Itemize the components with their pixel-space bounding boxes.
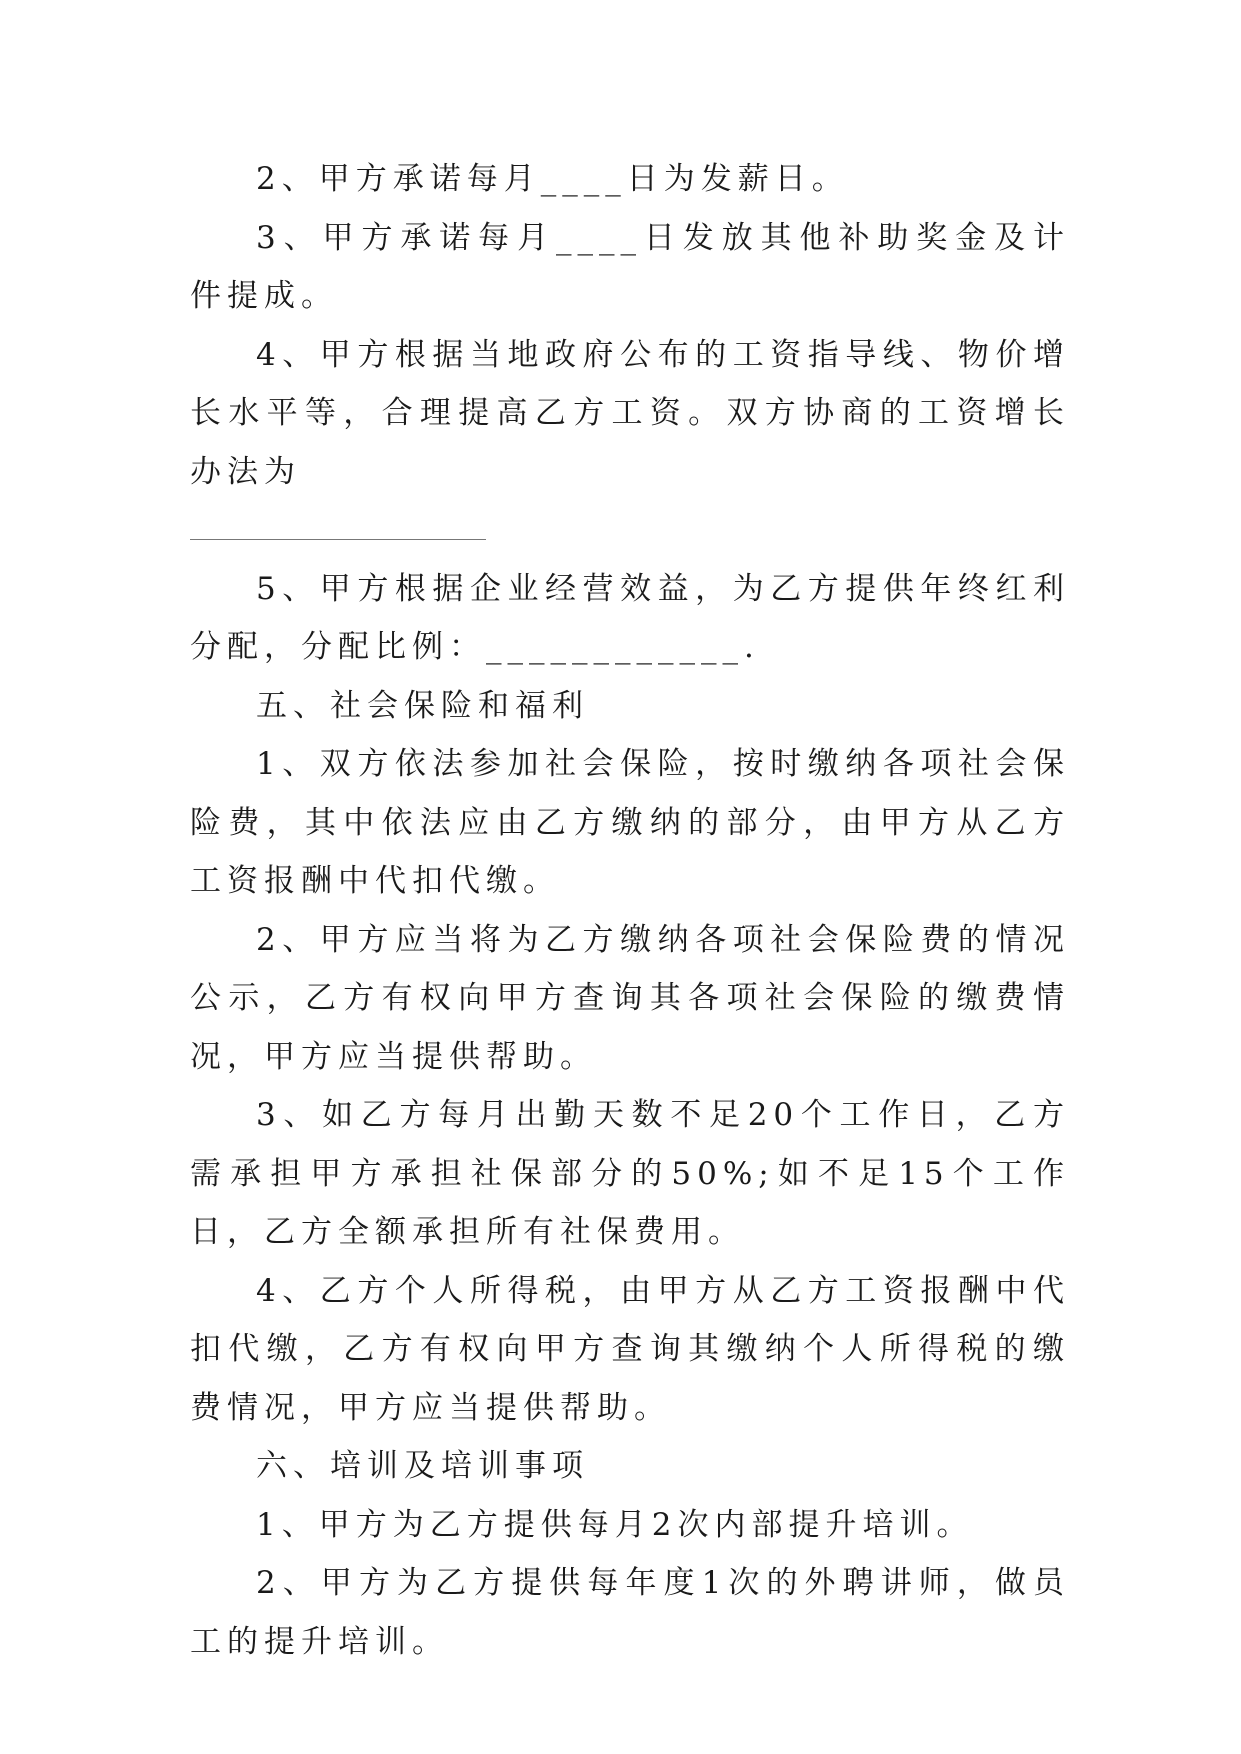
document-page <box>190 150 1070 1671</box>
clause-5-1: 1、双方依法参加社会保险，按时缴纳各项社会保险费，其中依法应由乙方缴纳的部分，由甲方从乙方工资报酬中代扣代缴。 <box>190 746 1070 899</box>
clause-6-2: 2、甲方为乙方提供每年度1次的外聘讲师，做员工的提升培训。 <box>190 1565 1070 1660</box>
section-heading-training: 六、培训及培训事项 <box>256 1448 589 1484</box>
clause-5-2: 2、甲方应当将为乙方缴纳各项社会保险费的情况公示，乙方有权向甲方查询其各项社会保险的缴费情况，甲方应当提供帮助。 <box>190 921 1070 1075</box>
clause-5-3: 3、如乙方每月出勤天数不足20个工作日，乙方需承担甲方承担社保部分的50%;如不足15个工作日，乙方全额承担所有社保费用。 <box>190 1097 1070 1250</box>
section-heading-social-insurance: 五、社会保险和福利 <box>256 687 589 724</box>
clause-4-4: 4、甲方根据当地政府公布的工资指导线、物价增长水平等，合理提高乙方工资。双方协商的工资增长办法为 <box>190 336 1070 490</box>
clause-4-2: 2、甲方承诺每月____日为发薪日。 <box>256 161 849 197</box>
clause-6-1: 1、甲方为乙方提供每月2次内部提升培训。 <box>256 1506 974 1543</box>
fill-in-blank-line <box>190 501 1070 560</box>
clause-5-4: 4、乙方个人所得税，由甲方从乙方工资报酬中代扣代缴，乙方有权向甲方查询其缴纳个人所得税的缴费情况，甲方应当提供帮助。 <box>190 1272 1070 1426</box>
clause-4-3: 3、甲方承诺每月____日发放其他补助奖金及计件提成。 <box>190 219 1070 314</box>
clause-4-5: 5、甲方根据企业经营效益，为乙方提供年终红利分配，分配比例：____________. <box>190 570 1070 665</box>
